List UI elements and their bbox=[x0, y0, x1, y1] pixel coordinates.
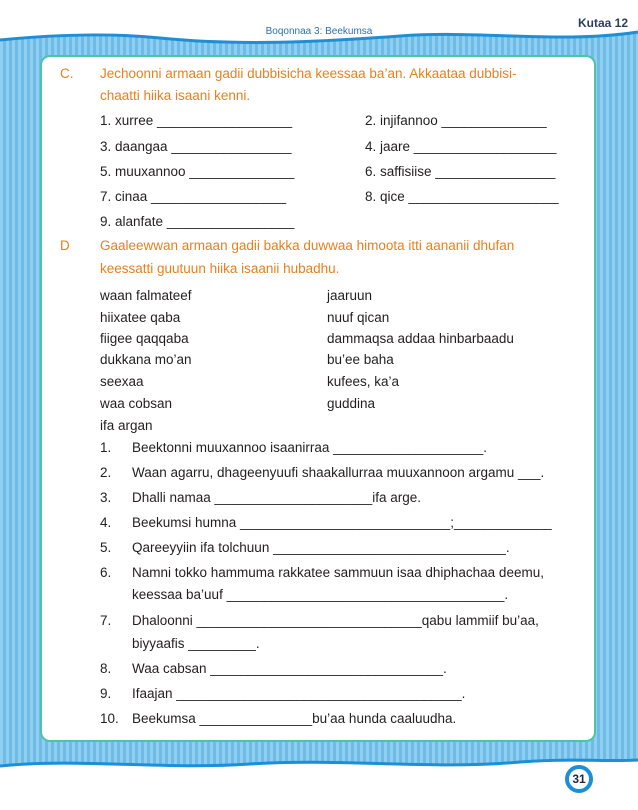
sentence-number: 10. bbox=[100, 711, 119, 726]
vocab-item: 6. saffisiise ________________ bbox=[365, 164, 556, 179]
vocab-item: 4. jaare ___________________ bbox=[365, 139, 557, 154]
sentence-number: 6. bbox=[100, 565, 112, 580]
sentence-text: Beekumsi humna ____________________________;_____________ bbox=[132, 515, 552, 530]
sentence-number: 5. bbox=[100, 540, 112, 555]
phrase-left: waa cobsan bbox=[100, 396, 173, 411]
sentence-text-continued: keessaa ba’uuf _____________________________________. bbox=[132, 587, 509, 602]
vocab-item: 5. muuxannoo ______________ bbox=[100, 164, 295, 179]
footer-wave-decoration bbox=[0, 740, 638, 810]
phrase-right: kufees, ka’a bbox=[327, 374, 400, 389]
chapter-title: Boqonnaa 3: Beekumsa bbox=[265, 26, 373, 37]
sentence-text: Ifaajan ______________________________________. bbox=[132, 686, 466, 701]
vocab-item: 3. daangaa ________________ bbox=[100, 139, 292, 154]
section-c-instruction-line1: Jechoonni armaan gadii dubbisicha keessaa ba’an. Akkaataa dubbisi- bbox=[100, 66, 517, 81]
header-wave-decoration bbox=[0, 0, 638, 50]
phrase-right: guddina bbox=[327, 396, 376, 411]
section-d-instruction-line2: keessatti guutuun hiika isaanii hubadhu. bbox=[100, 261, 340, 276]
vocab-item: 2. injifannoo ______________ bbox=[365, 113, 547, 128]
sentence-number: 1. bbox=[100, 440, 112, 455]
sentence-text: Waa cabsan _______________________________. bbox=[132, 661, 447, 676]
sentence-number: 7. bbox=[100, 613, 112, 628]
sentence-text-continued: biyyaafis _________. bbox=[132, 636, 260, 651]
phrase-right: dammaqsa addaa hinbarbaadu bbox=[327, 331, 514, 346]
page-number-badge: 31 bbox=[565, 765, 593, 793]
section-d-instruction-line1: Gaaleewwan armaan gadii bakka duwwaa himoota itti aananii dhufan bbox=[100, 238, 515, 253]
sentence-text: Dhalli namaa _____________________ifa arge. bbox=[132, 490, 421, 505]
sentence-number: 2. bbox=[100, 465, 112, 480]
section-c-instruction-line2: chaatti hiika isaani kenni. bbox=[100, 88, 251, 103]
sentence-text: Beektonni muuxannoo isaanirraa ____________________. bbox=[132, 440, 488, 455]
vocab-item: 7. cinaa __________________ bbox=[100, 189, 287, 204]
sentence-text: Beekumsa _______________bu’aa hunda caaluudha. bbox=[132, 711, 457, 726]
vocab-item: 8. qice ____________________ bbox=[365, 189, 559, 204]
phrase-left: dukkana mo’an bbox=[100, 352, 192, 367]
page-header bbox=[0, 0, 638, 50]
section-c-letter: C. bbox=[60, 66, 74, 81]
phrase-left: ifa argan bbox=[100, 418, 153, 433]
phrase-right: nuuf qican bbox=[327, 310, 390, 325]
sentence-number: 8. bbox=[100, 661, 112, 676]
sentence-text: Namni tokko hammuma rakkatee sammuun isaa dhiphachaa deemu, bbox=[132, 565, 544, 580]
phrase-right: bu’ee baha bbox=[327, 352, 394, 367]
sentence-text: Qareeyyiin ifa tolchuun _______________________________. bbox=[132, 540, 510, 555]
unit-label: Kutaa 12 bbox=[577, 16, 628, 30]
phrase-left: hiixatee qaba bbox=[100, 310, 181, 325]
phrase-left: fiigee qaqqaba bbox=[100, 331, 189, 346]
page-footer bbox=[0, 740, 638, 810]
sentence-text: Dhaloonni ______________________________qabu lammiif bu’aa, bbox=[132, 613, 539, 628]
sentence-text: Waan agarru, dhageenyuufi shaakallurraa muuxannoon argamu ___. bbox=[132, 465, 545, 480]
sentence-number: 9. bbox=[100, 686, 112, 701]
section-d-letter: D bbox=[60, 238, 70, 253]
phrase-left: seexaa bbox=[100, 374, 144, 389]
phrase-left: waan falmateef bbox=[100, 288, 192, 303]
sentence-number: 4. bbox=[100, 515, 112, 530]
vocab-item: 9. alanfate _________________ bbox=[100, 214, 295, 229]
vocab-item: 1. xurree __________________ bbox=[100, 113, 293, 128]
phrase-right: jaaruun bbox=[327, 288, 373, 303]
sentence-number: 3. bbox=[100, 490, 112, 505]
